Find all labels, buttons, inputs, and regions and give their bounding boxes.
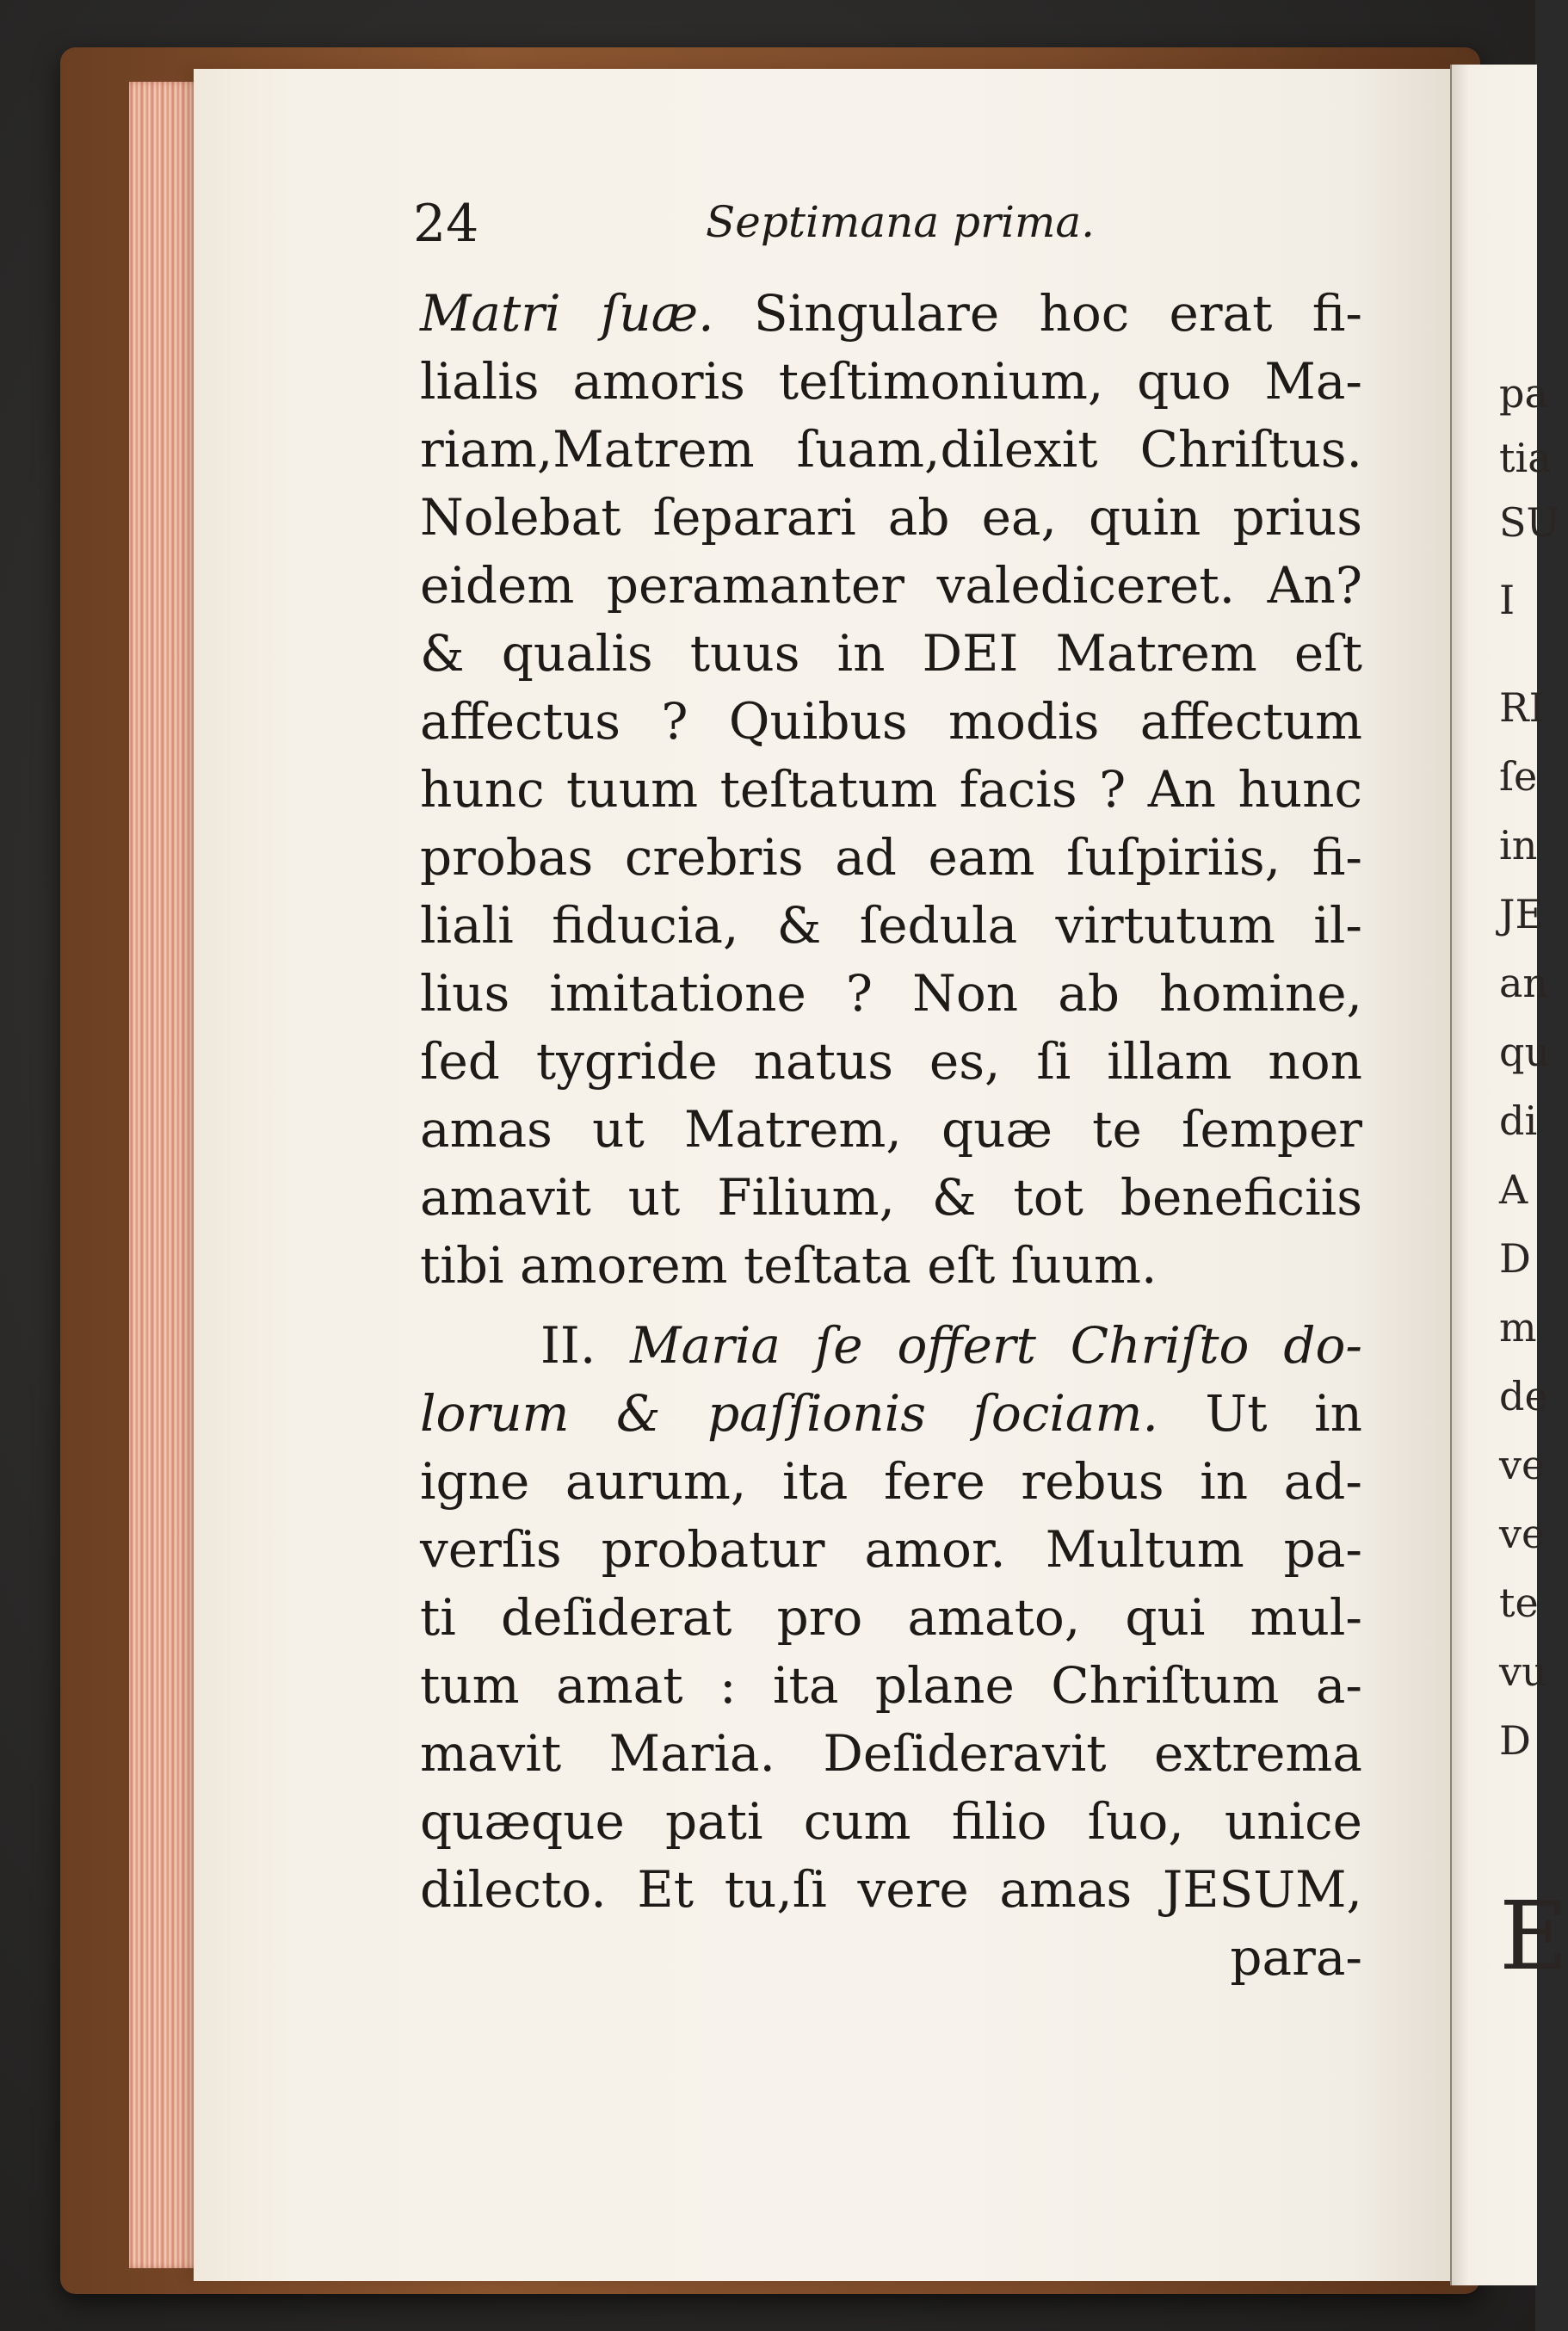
facing-page-fragment: tia (1499, 435, 1552, 481)
facing-page-fragment: te (1499, 1580, 1539, 1626)
text-line (420, 1652, 1362, 1720)
line-text: Nolebat ſeparari ab ea, quin prius (420, 488, 1362, 547)
text-line (420, 1028, 1362, 1096)
line-text: quæque pati cum filio ſuo, unice (420, 1792, 1362, 1851)
text-line (420, 552, 1362, 620)
line-text: lius imitatione ? Non ab homine, (420, 964, 1362, 1023)
facing-page-fragment: ſe (1499, 753, 1538, 800)
line-text: affectus ? Quibus modis affectum (420, 692, 1362, 751)
line-text: Singulare hoc erat fi- (713, 284, 1362, 343)
text-line (420, 484, 1362, 552)
facing-page-fragment: in (1499, 822, 1538, 869)
text-line (420, 960, 1362, 1028)
facing-page-fragment: D (1499, 1717, 1531, 1764)
facing-page-fragment: I (1499, 577, 1516, 623)
text-line (420, 620, 1362, 688)
facing-page-fragment: qu (1499, 1029, 1551, 1075)
text-line (420, 1788, 1362, 1856)
right-facing-page (1450, 65, 1568, 2285)
italic-phrase: Matri ſuæ. (420, 284, 714, 343)
italic-phrase: Maria ſe offert Chriſto do- (630, 1316, 1362, 1375)
line-text: igne aurum, ita fere rebus in ad- (420, 1452, 1362, 1511)
text-line (420, 1096, 1362, 1164)
text-line (420, 416, 1362, 484)
facing-page-fragment: ve (1499, 1442, 1546, 1488)
line-text: ti deſiderat pro amato, qui mul- (420, 1588, 1362, 1647)
facing-page-fragment: D (1499, 1235, 1531, 1282)
text-line (420, 1856, 1362, 1924)
text-line (420, 1584, 1362, 1652)
text-line (420, 1720, 1362, 1788)
line-text: mavit Maria. Deſideravit extrema (420, 1724, 1362, 1783)
line-text: lialis amoris teſtimonium, quo Ma- (420, 352, 1362, 411)
text-line (420, 756, 1362, 824)
line-text: & qualis tuus in DEI Matrem eſt (420, 624, 1362, 683)
text-line (420, 348, 1362, 416)
facing-page-fragment: SU (1499, 499, 1560, 546)
text-line (420, 1448, 1362, 1516)
facing-page-fragment: A (1499, 1166, 1528, 1213)
section-numeral: II. (540, 1316, 631, 1375)
line-text: Ut in (1157, 1384, 1363, 1443)
facing-page-fragment: JE (1499, 891, 1545, 937)
catchword: para- (1230, 1928, 1362, 1987)
facing-page-fragment: an (1499, 960, 1549, 1006)
text-line (420, 1164, 1362, 1232)
facing-page-fragment: ve (1499, 1511, 1546, 1557)
text-line (420, 892, 1362, 960)
facing-page-fragment: pa (1499, 370, 1548, 417)
facing-page-fragment: m (1499, 1304, 1537, 1351)
facing-page-fragment: RI (1499, 684, 1545, 731)
line-text: eidem peramanter valediceret. An? (420, 556, 1362, 615)
line-text: verſis probatur amor. Multum pa- (420, 1520, 1362, 1579)
body-text (420, 280, 1362, 1992)
text-line (420, 1232, 1362, 1300)
facing-page-fragment: di (1499, 1097, 1538, 1144)
line-text: ſed tygride natus es, ſi illam non (420, 1032, 1362, 1091)
line-text: probas crebris ad eam ſuſpiriis, fi- (420, 828, 1362, 887)
line-text: hunc tuum teſtatum facis ? An hunc (420, 760, 1362, 819)
page-header (413, 194, 1377, 263)
facing-page-fragment: E (1499, 1881, 1568, 1991)
text-line (420, 1312, 1362, 1380)
line-text: dilecto. Et tu,ſi vere amas JESUM, (420, 1860, 1362, 1919)
text-line (420, 1516, 1362, 1584)
line-text: amavit ut Filium, & tot beneficiis (420, 1168, 1362, 1227)
line-text: tum amat : ita plane Chriſtum a- (420, 1656, 1362, 1715)
page-number: 24 (413, 194, 479, 254)
line-text: riam,Matrem ſuam,dilexit Chriſtus. (420, 420, 1362, 479)
facing-page-fragment: de (1499, 1373, 1548, 1419)
running-title: Septimana prima. (706, 197, 1096, 247)
text-line (420, 280, 1362, 348)
italic-phrase: lorum & paſſionis ſociam. (420, 1384, 1158, 1443)
text-line (420, 688, 1362, 756)
facing-page-fragment: vu (1499, 1648, 1547, 1695)
line-text: amas ut Matrem, quæ te ſemper (420, 1100, 1362, 1159)
paragraph-gap (420, 1300, 1362, 1312)
text-line (420, 1380, 1362, 1448)
line-text: tibi amorem teſtata eſt ſuum. (420, 1236, 1157, 1295)
text-line (420, 824, 1362, 892)
line-text: liali fiducia, & ſedula virtutum il- (420, 896, 1362, 955)
